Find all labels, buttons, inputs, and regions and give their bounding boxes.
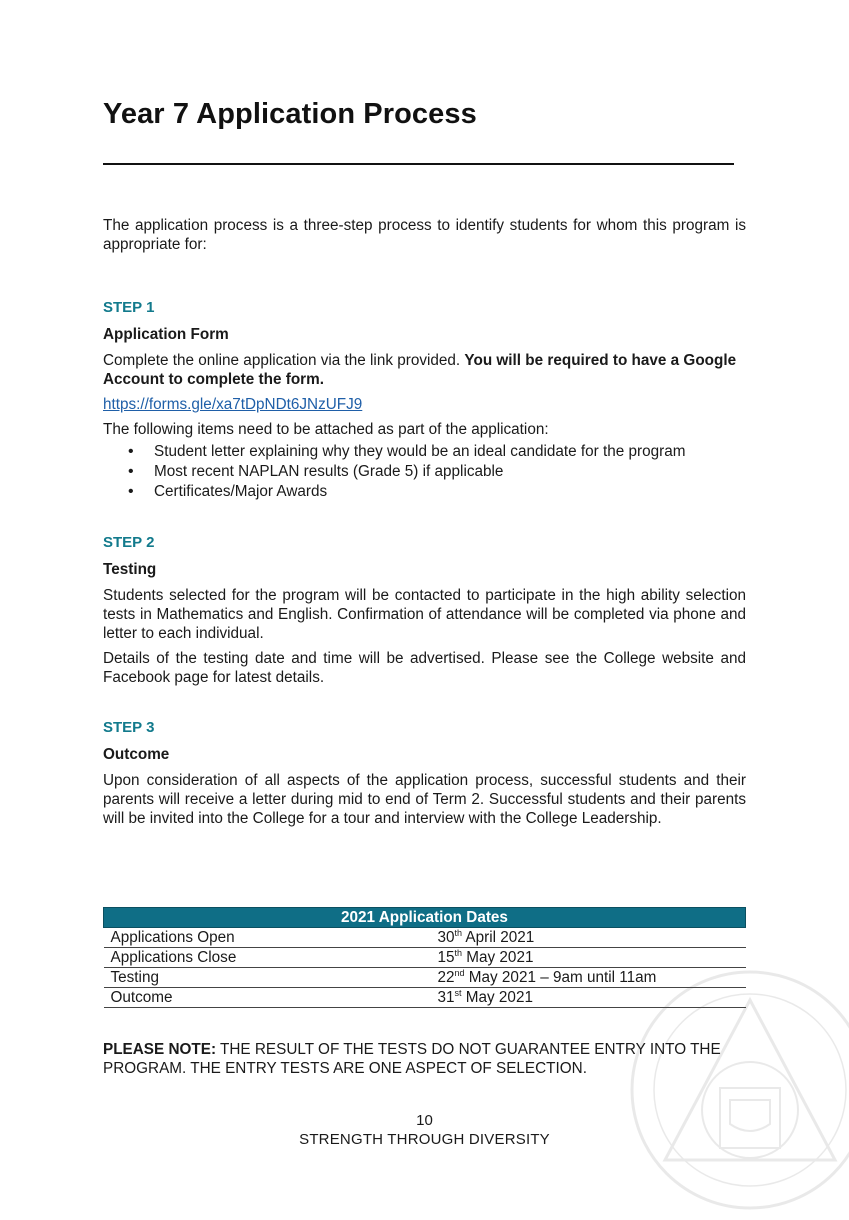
date-cell: 30th April 2021: [431, 928, 746, 948]
application-form-link[interactable]: https://forms.gle/xa7tDpNDt6JNzUFJ9: [103, 396, 363, 413]
step2-heading: Testing: [103, 561, 157, 578]
event-cell: Outcome: [104, 988, 431, 1008]
footer-motto: STRENGTH THROUGH DIVERSITY: [299, 1131, 550, 1148]
main-content: [103, 216, 746, 828]
note-label: PLEASE NOTE:: [103, 1041, 217, 1058]
event-cell: Testing: [104, 968, 431, 988]
step1-text-plain: Complete the online application via the link provided.: [103, 352, 465, 369]
step3-label: STEP 3: [103, 719, 155, 736]
college-crest-watermark: [620, 960, 849, 1220]
table-header: 2021 Application Dates: [104, 908, 746, 928]
table-row: [104, 928, 746, 948]
list-item: • Student letter explaining why they would be an ideal candidate for the program: [154, 442, 746, 461]
step1-link-line: [103, 395, 746, 414]
intro-paragraph: The application process is a three-step process to identify students for whom this program is appropriate for:: [103, 217, 746, 253]
step2-label: STEP 2: [103, 534, 155, 551]
event-cell: Applications Close: [104, 948, 431, 968]
step2-paragraph-1: Students selected for the program will be contacted to participate in the high ability selection tests in Mathematics and English. Confirmation of attendance will be completed via phone and letter to each individual.: [103, 587, 746, 642]
step1-text-bold: You will be required to have a Google Account to complete the form.: [103, 352, 737, 388]
step1-text: [103, 351, 746, 389]
date-cell: 31st May 2021: [431, 988, 746, 1008]
list-item: • Most recent NAPLAN results (Grade 5) if applicable: [154, 462, 746, 481]
title-divider: [103, 163, 734, 165]
date-cell: 15th May 2021: [431, 948, 746, 968]
step1-attach-intro: The following items need to be attached as part of the application:: [103, 421, 549, 438]
step3-paragraph: Upon consideration of all aspects of the application process, successful students and their parents will receive a letter during mid to end of Term 2. Successful students and their parents will be invited into the College for a tour and interview with the College Leadership.: [103, 772, 746, 827]
attachment-list: [103, 442, 746, 501]
event-cell: Applications Open: [104, 928, 431, 948]
date-cell: 22nd May 2021 – 9am until 11am: [431, 968, 746, 988]
step1-heading: Application Form: [103, 326, 229, 343]
step1-label: STEP 1: [103, 299, 155, 316]
step3-heading: Outcome: [103, 746, 170, 763]
note-text: THE RESULT OF THE TESTS DO NOT GUARANTEE ENTRY INTO THE PROGRAM. THE ENTRY TESTS ARE ONE ASPECT OF SELECTION.: [103, 1041, 721, 1077]
page-title: Year 7 Application Process: [103, 98, 477, 130]
step2-paragraph-2: Details of the testing date and time will be advertised. Please see the College website and Facebook page for latest details.: [103, 650, 746, 686]
page-number: 10: [416, 1112, 433, 1129]
list-item: • Certificates/Major Awards: [154, 482, 746, 501]
